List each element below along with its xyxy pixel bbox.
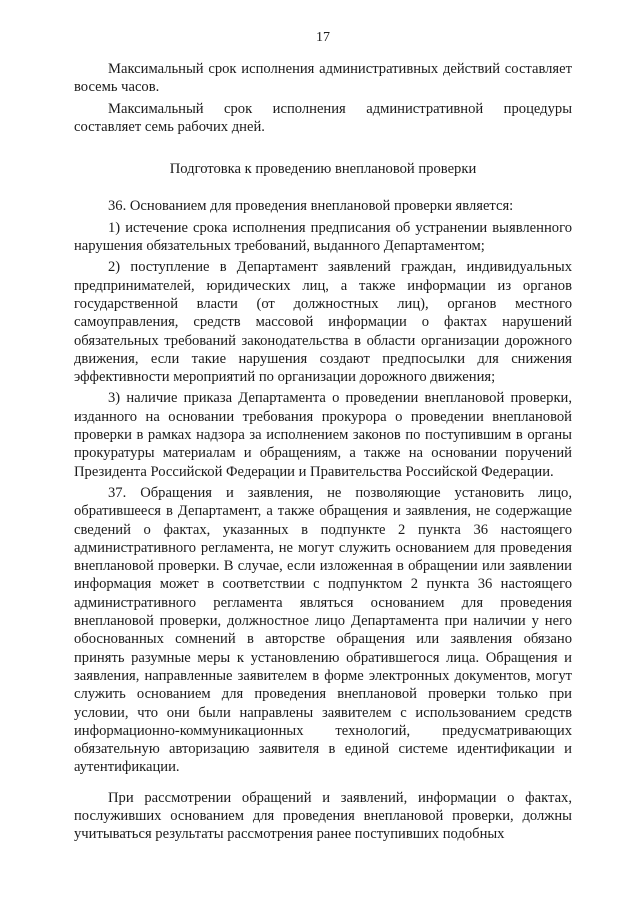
paragraph-item-36: 36. Основанием для проведения внеплановой проверки является: [108, 198, 514, 215]
page-number: 17 [316, 30, 330, 45]
paragraph-consideration: При рассмотрении обращений и заявлений, информации о фактах, послуживших основанием для проведения внеплановой проверки, должны учитываться результаты рассмотрения ранее поступивших подобных [74, 789, 572, 843]
section-heading: Подготовка к проведению внеплановой проверки [169, 161, 477, 178]
paragraph-max-time-procedure: Максимальный срок исполнения административной процедуры составляет семь рабочих дней. [74, 100, 572, 135]
paragraph-item-37: 37. Обращения и заявления, не позволяющие установить лицо, обратившееся в Департамент, а также обращения и заявления, не содержащие сведений о фактах, указанных в подпункте 2 пункта 36 настоящего административного регламента, не могут служить основанием для проведения внеплановой проверки. В случае, если изложенная в обращении или заявлении информация может в соответствии с подпунктом 2 пункта 36 настоящего административного регламента являться основанием для проведения внеплановой проверки, должностное лицо Департамента при наличии у него обоснованных сомнений в авторстве обращения или заявления обязано принять разумные меры к установлению обратившегося лица. Обращения и заявления, направленные заявителем в форме электронных документов, могут служить основанием для проведения внеплановой проверки только при условии, что они были направлены заявителем с использованием средств информационно-коммуникационных технологий, предусматривающих обязательную авторизацию заявителя в единой системе идентификации и аутентификации. [74, 484, 572, 776]
paragraph-item-36-2: 2) поступление в Департамент заявлений граждан, индивидуальных предпринимателей, юридических лиц, а также информации из органов государственной власти (от должностных лиц), органов местного самоуправления, средств массовой информации о фактах нарушений обязательных требований законодательства в области организации дорожного движения, если такие нарушения создают предпосылки для снижения эффективности мероприятий по организации дорожного движения; [74, 259, 572, 386]
paragraph-item-36-3: 3) наличие приказа Департамента о проведении внеплановой проверки, изданного на основании требования прокурора о проведении внеплановой проверки в рамках надзора за исполнением законов по поступившим в органы прокуратуры материалам и обращениям, а также на основании поручений Президента Российской Федерации и Правительства Российской Федерации. [74, 390, 572, 480]
paragraph-item-36-1: 1) истечение срока исполнения предписания об устранении выявленного нарушения обязательных требований, выданного Департаментом; [74, 219, 572, 255]
paragraph-max-time-actions: Максимальный срок исполнения административных действий составляет восемь часов. [74, 61, 572, 96]
